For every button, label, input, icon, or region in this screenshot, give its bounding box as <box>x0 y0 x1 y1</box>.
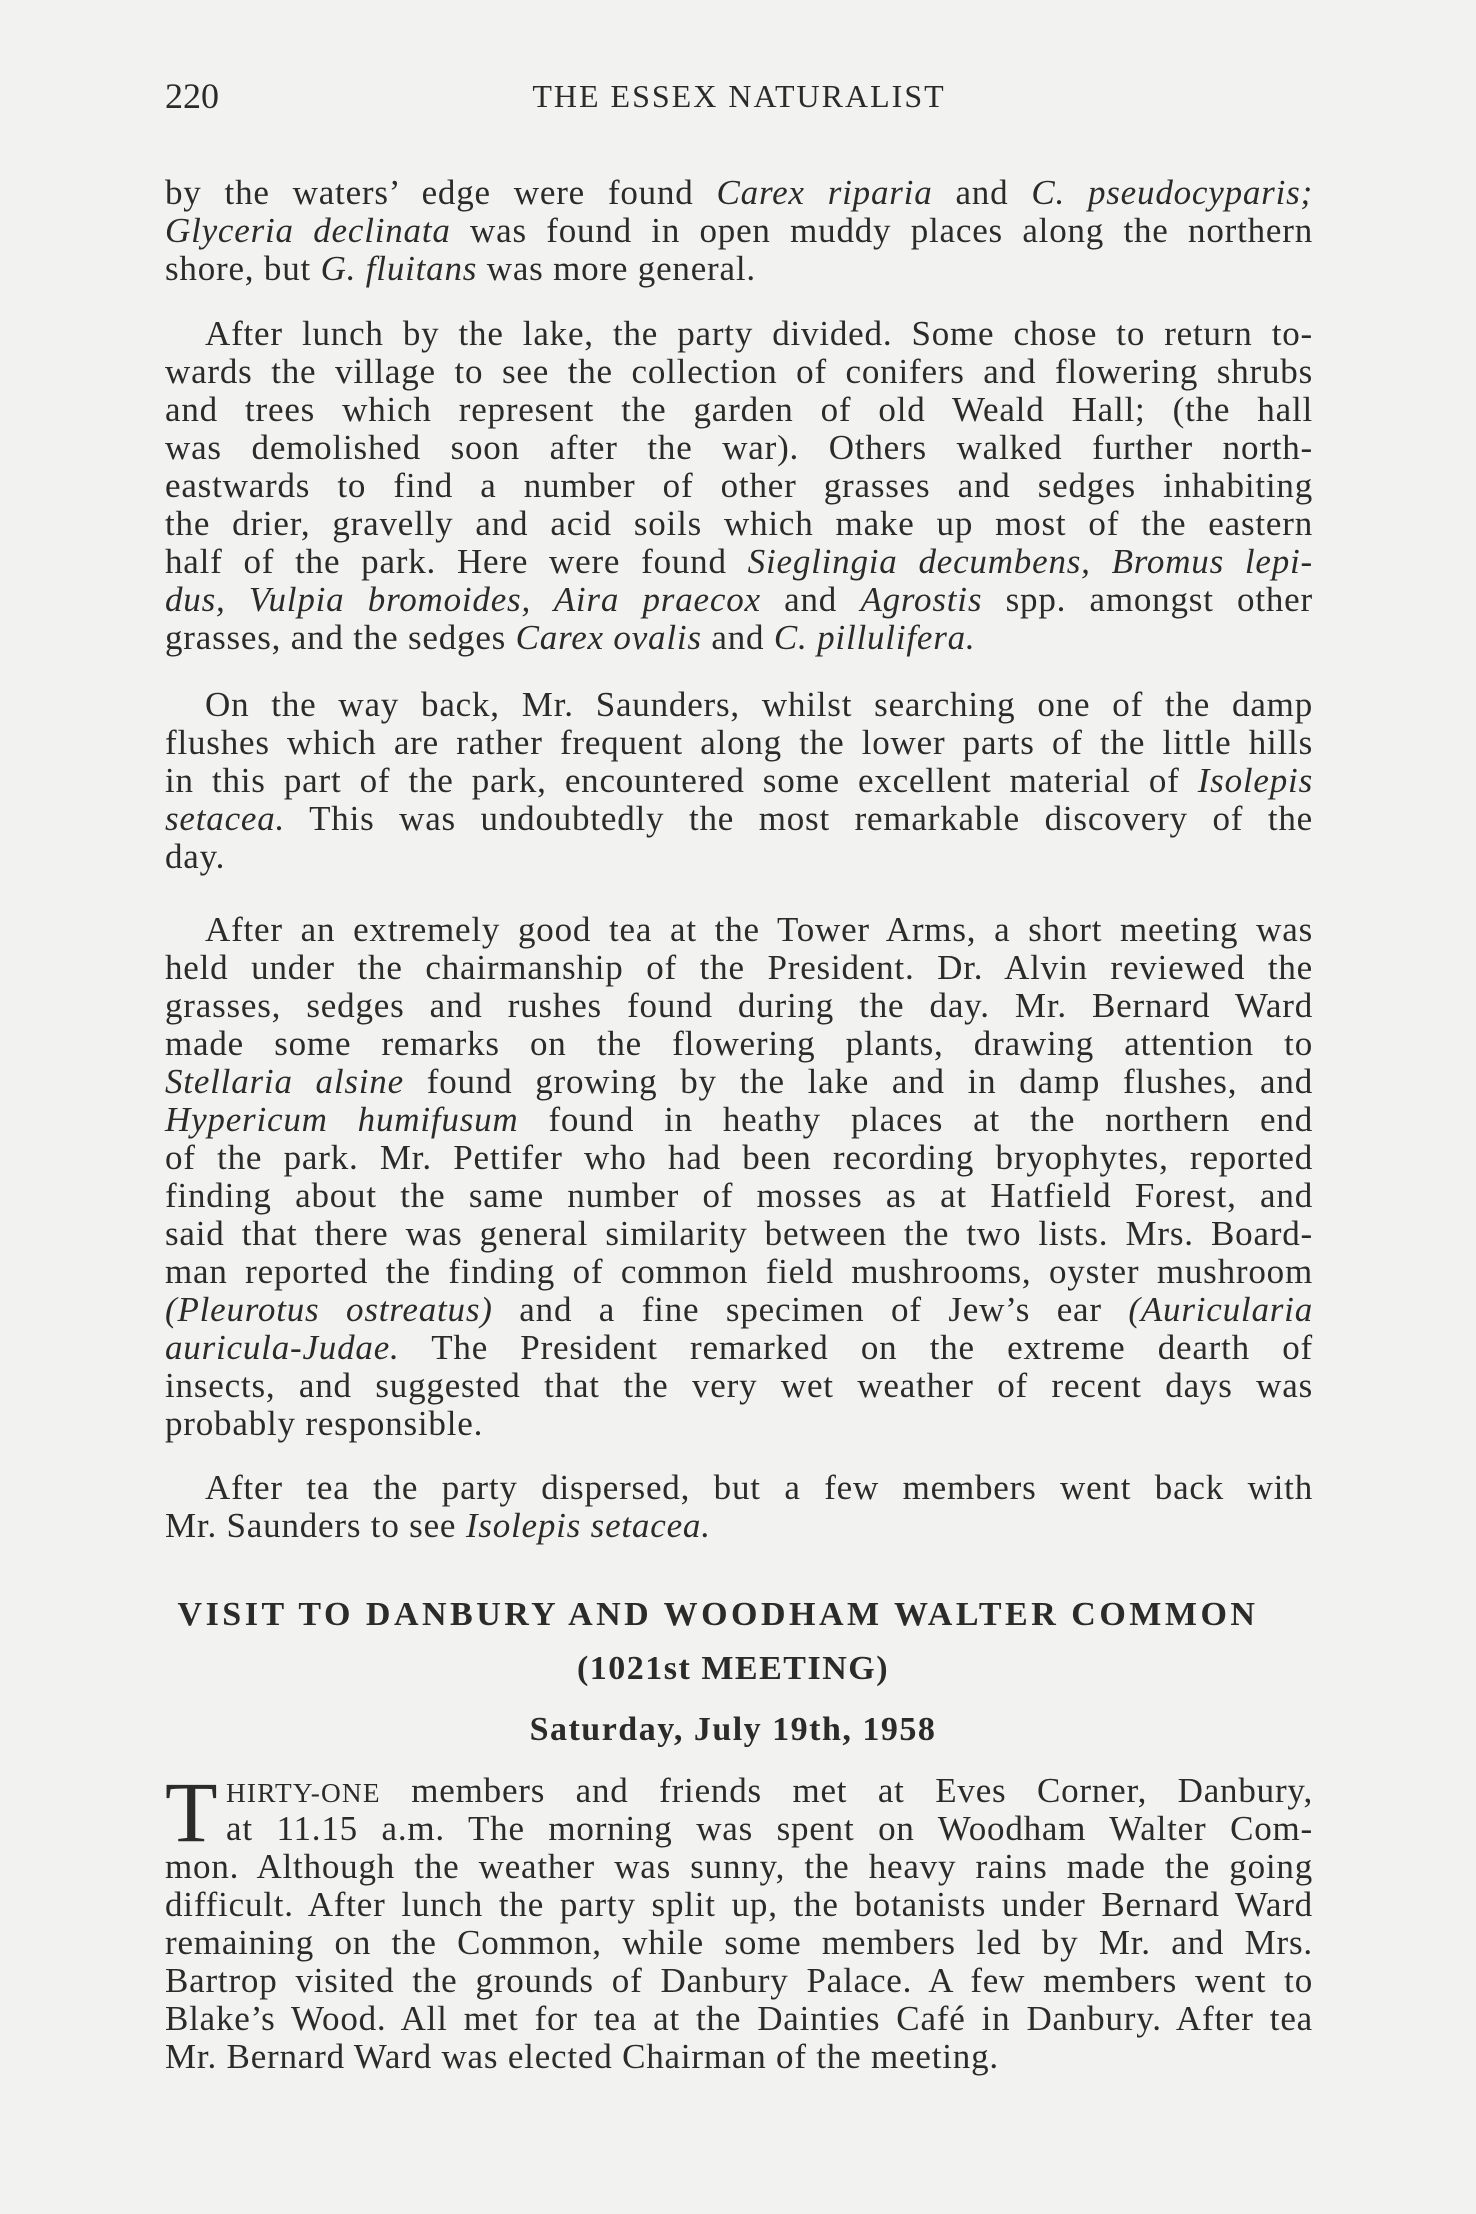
text-run: and trees which represent the garden of old Weald Hall; (the hall <box>165 390 1313 429</box>
text-run: wards the village to see the collection of conifers and flowering shrubs <box>165 352 1313 391</box>
text-line <box>165 429 1313 467</box>
text-line <box>165 1253 1313 1291</box>
italic-text-run: Hypericum humifusum <box>165 1100 519 1139</box>
text-line <box>165 467 1313 505</box>
text-line <box>165 619 1313 657</box>
text-line <box>165 1962 1313 2000</box>
text-run: held under the chairmanship of the President. Dr. Alvin reviewed the <box>165 948 1313 987</box>
text-run: day. <box>165 837 226 876</box>
text-line <box>165 1139 1313 1177</box>
text-line <box>165 949 1313 987</box>
text-line <box>165 2000 1313 2038</box>
text-line <box>165 800 1313 838</box>
text-run: found in heathy places at the northern end <box>518 1100 1313 1139</box>
text-run: grasses, and the sedges <box>165 618 516 657</box>
running-header <box>165 76 1313 116</box>
italic-text-run: auricula-Judae. <box>165 1328 400 1367</box>
text-line <box>165 1177 1313 1215</box>
text-line <box>165 315 1313 353</box>
text-run: shore, but <box>165 249 321 288</box>
italic-text-run: (Auricularia <box>1128 1290 1313 1329</box>
text-line <box>165 581 1313 619</box>
italic-text-run: C. pseudocyparis; <box>1031 173 1314 212</box>
text-run: This was undoubtedly the most remarkable discovery of the <box>285 799 1313 838</box>
text-run: and <box>932 173 1032 212</box>
running-title: THE ESSEX NATURALIST <box>532 78 946 114</box>
text-line <box>165 1507 1313 1545</box>
text-run: and a fine specimen of Jew’s ear <box>492 1290 1129 1329</box>
text-line <box>165 724 1313 762</box>
text-line <box>165 1291 1313 1329</box>
text-run: Blake’s Wood. All met for tea at the Dainties Café in Danbury. After tea <box>165 1999 1313 2038</box>
text-run: by the waters’ edge were found <box>165 173 717 212</box>
paragraph <box>165 911 1313 1443</box>
text-run: in this part of the park, encountered some excellent material of <box>165 761 1198 800</box>
italic-text-run: Glyceria declinata <box>165 211 451 250</box>
text-run: The President remarked on the extreme dearth of <box>399 1328 1313 1367</box>
text-line <box>165 1469 1313 1507</box>
italic-text-run: Sieglingia decumbens, Bromus lepi- <box>747 542 1313 581</box>
text-run: insects, and suggested that the very wet weather of recent days was <box>165 1366 1313 1405</box>
text-run: found growing by the lake and in damp flushes, and <box>403 1062 1313 1101</box>
meeting-date: Saturday, July 19th, 1958 <box>529 1711 937 1748</box>
drop-cap: T <box>165 1764 218 1860</box>
text-run: finding about the same number of mosses as at Hatfield Forest, and <box>165 1176 1313 1215</box>
text-line <box>165 1367 1313 1405</box>
text-line <box>165 1810 1313 1848</box>
text-run: at 11.15 a.m. The morning was spent on Woodham Walter Com- <box>226 1809 1313 1848</box>
text-run: mon. Although the weather was sunny, the heavy rains made the going <box>165 1847 1313 1886</box>
small-caps-text-run: HIRTY-ONE <box>226 1778 381 1808</box>
paragraph <box>165 315 1313 657</box>
italic-text-run: Isolepis <box>1197 761 1313 800</box>
text-run: and <box>760 580 861 619</box>
text-line <box>165 1025 1313 1063</box>
text-run: eastwards to find a number of other grasses and sedges inhabiting <box>165 466 1313 505</box>
text-run: said that there was general similarity between the two lists. Mrs. Board- <box>165 1214 1313 1253</box>
text-run: After an extremely good tea at the Tower Arms, a short meeting was <box>205 910 1313 949</box>
text-run: Mr. Saunders to see <box>165 1506 466 1545</box>
text-run: grasses, sedges and rushes found during the day. Mr. Bernard Ward <box>165 986 1313 1025</box>
text-run: flushes which are rather frequent along the lower parts of the little hills <box>165 723 1313 762</box>
meeting-title: VISIT TO DANBURY AND WOODHAM WALTER COMMON <box>177 1596 1259 1633</box>
text-line <box>165 686 1313 724</box>
text-line <box>165 543 1313 581</box>
paragraph <box>165 686 1313 876</box>
italic-text-run: Stellaria alsine <box>165 1062 404 1101</box>
text-run: difficult. After lunch the party split up, the botanists under Bernard Ward <box>165 1885 1313 1924</box>
text-line <box>165 1215 1313 1253</box>
text-run: was found in open muddy places along the northern <box>450 211 1313 250</box>
text-line <box>165 1924 1313 1962</box>
text-run: Bartrop visited the grounds of Danbury Palace. A few members went to <box>165 1961 1313 2000</box>
text-line <box>165 250 1313 288</box>
italic-text-run: setacea. <box>165 799 286 838</box>
text-line <box>165 1886 1313 1924</box>
text-line <box>165 1772 1313 1810</box>
text-line <box>165 1063 1313 1101</box>
text-line <box>165 987 1313 1025</box>
text-run: members and friends met at Eves Corner, Danbury, <box>380 1771 1313 1810</box>
italic-text-run: Carex ovalis <box>515 618 702 657</box>
text-run: spp. amongst other <box>982 580 1313 619</box>
text-line <box>165 762 1313 800</box>
text-run: man reported the finding of common field mushrooms, oyster mushroom <box>165 1252 1313 1291</box>
text-run: was more general. <box>477 249 756 288</box>
text-run: After tea the party dispersed, but a few members went back with <box>205 1468 1313 1507</box>
page-number: 220 <box>165 76 219 116</box>
text-run: was demolished soon after the war). Others walked further north- <box>165 428 1313 467</box>
text-line <box>165 391 1313 429</box>
italic-text-run: Agrostis <box>860 580 983 619</box>
text-line <box>165 1848 1313 1886</box>
text-run: the drier, gravelly and acid soils which make up most of the eastern <box>165 504 1313 543</box>
meeting-number: (1021st MEETING) <box>576 1650 890 1687</box>
italic-text-run: C. pillulifera. <box>773 618 976 657</box>
text-line <box>165 174 1313 212</box>
italic-text-run: (Pleurotus ostreatus) <box>165 1290 493 1329</box>
text-run: probably responsible. <box>165 1404 484 1443</box>
text-line <box>165 911 1313 949</box>
text-run: After lunch by the lake, the party divided. Some chose to return to- <box>205 314 1313 353</box>
text-line <box>165 838 1313 876</box>
text-run: On the way back, Mr. Saunders, whilst searching one of the damp <box>205 685 1313 724</box>
text-run: Mr. Bernard Ward was elected Chairman of the meeting. <box>165 2037 999 2076</box>
text-line <box>165 2038 1313 2076</box>
text-run: and <box>701 618 774 657</box>
text-run: made some remarks on the flowering plants, drawing attention to <box>165 1024 1313 1063</box>
text-line <box>165 353 1313 391</box>
paragraph <box>165 1469 1313 1545</box>
text-run: remaining on the Common, while some members led by Mr. and Mrs. <box>165 1923 1313 1962</box>
text-line <box>165 212 1313 250</box>
italic-text-run: G. fluitans <box>320 249 478 288</box>
text-line <box>165 1405 1313 1443</box>
italic-text-run: Isolepis setacea. <box>465 1506 711 1545</box>
meeting-report-paragraph <box>165 1764 1313 2076</box>
text-line <box>165 1101 1313 1139</box>
text-line <box>165 1329 1313 1367</box>
text-run: of the park. Mr. Pettifer who had been recording bryophytes, reported <box>165 1138 1313 1177</box>
text-line <box>165 505 1313 543</box>
italic-text-run: Carex riparia <box>716 173 933 212</box>
paragraph <box>165 174 1313 288</box>
italic-text-run: dus, Vulpia bromoides, Aira praecox <box>165 580 761 619</box>
text-run: half of the park. Here were found <box>165 542 748 581</box>
